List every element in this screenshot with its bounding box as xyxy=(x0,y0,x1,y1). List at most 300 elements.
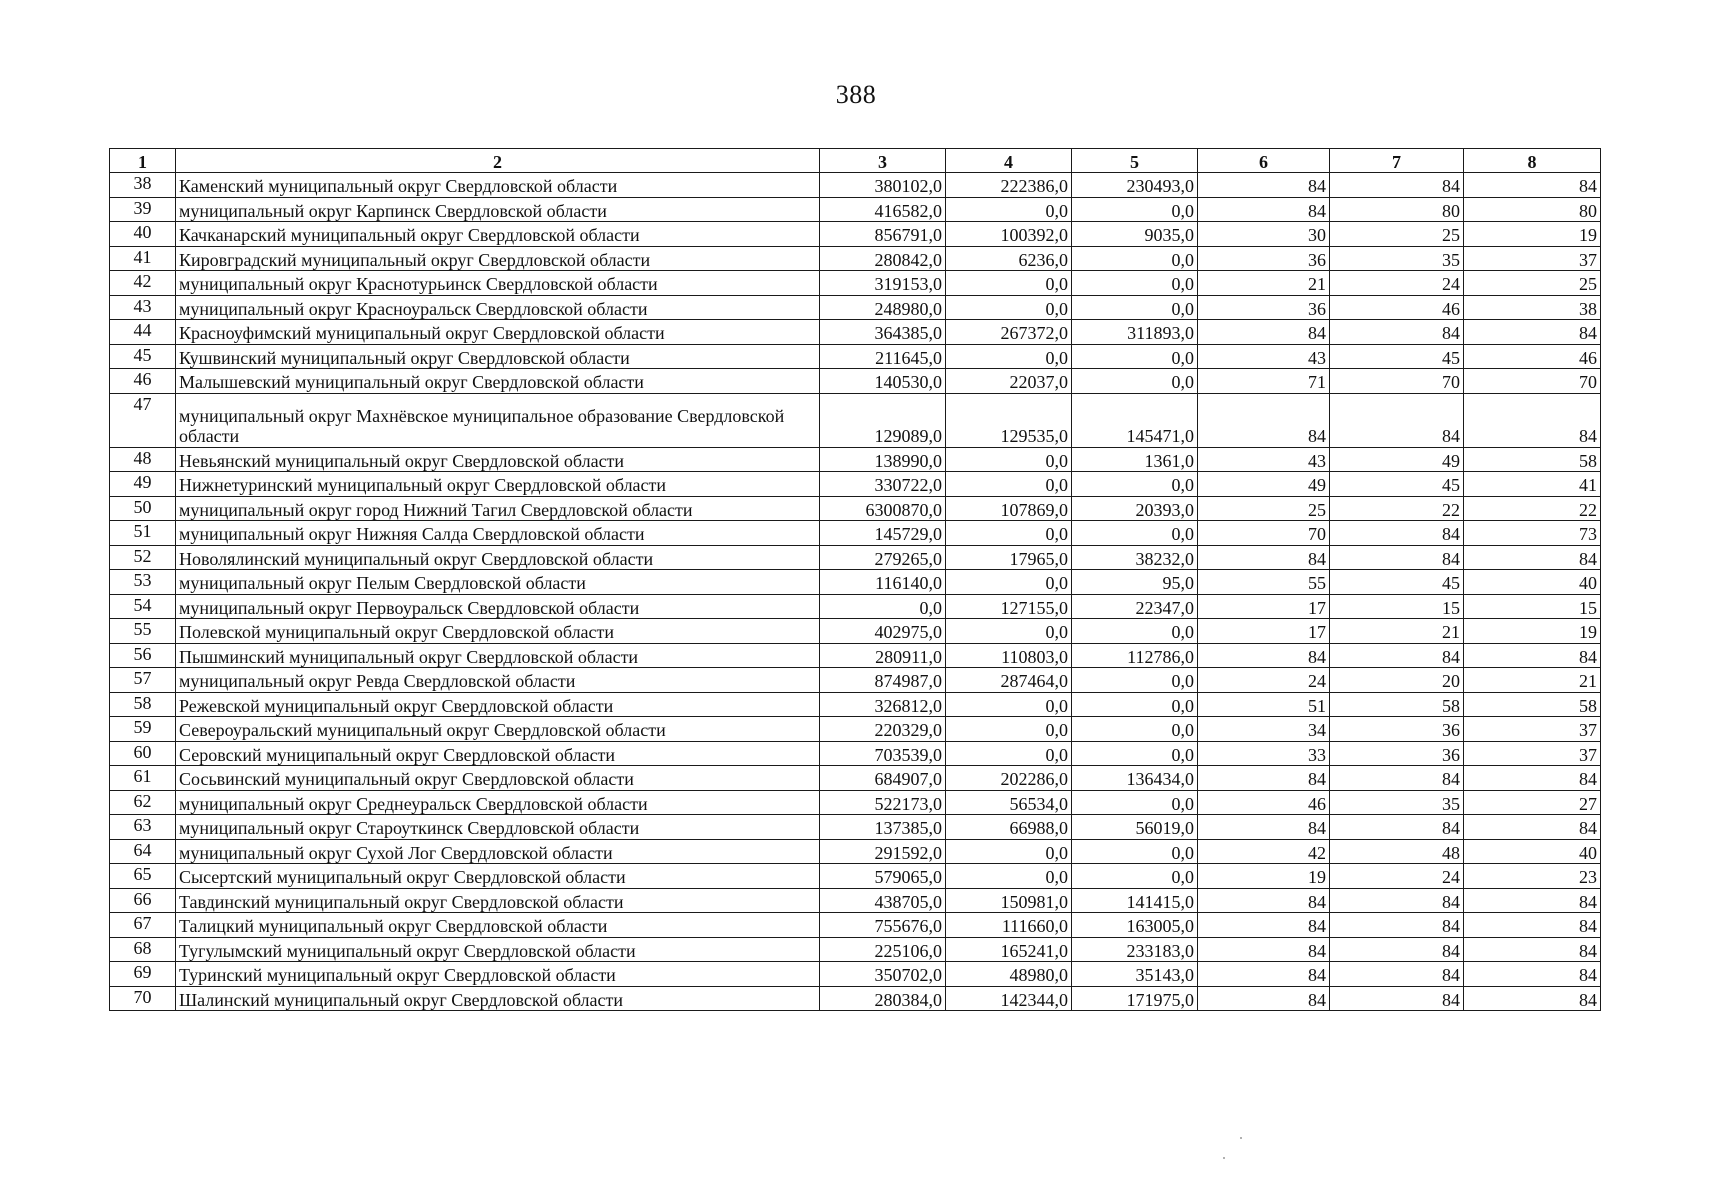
municipality-name-cell: муниципальный округ Краснотурьинск Свердловской области xyxy=(176,271,820,296)
column-6-cell: 36 xyxy=(1198,295,1330,320)
column-3-cell: 279265,0 xyxy=(820,545,946,570)
table-row xyxy=(110,173,1601,198)
municipality-name-cell: Новолялинский муниципальный округ Свердловской области xyxy=(176,545,820,570)
municipality-name-cell: Каменский муниципальный округ Свердловской области xyxy=(176,173,820,198)
column-5-cell: 56019,0 xyxy=(1072,815,1198,840)
column-8-cell: 84 xyxy=(1464,913,1601,938)
column-3-cell: 291592,0 xyxy=(820,839,946,864)
column-8-cell: 80 xyxy=(1464,197,1601,222)
column-4-cell: 0,0 xyxy=(946,692,1072,717)
column-4-cell: 165241,0 xyxy=(946,937,1072,962)
column-8-cell: 84 xyxy=(1464,937,1601,962)
column-5-cell: 0,0 xyxy=(1072,472,1198,497)
table-row xyxy=(110,472,1601,497)
column-5-cell: 22347,0 xyxy=(1072,594,1198,619)
row-number-cell: 62 xyxy=(110,790,176,815)
column-3-cell: 874987,0 xyxy=(820,668,946,693)
column-3-cell: 220329,0 xyxy=(820,717,946,742)
column-7-cell: 84 xyxy=(1330,173,1464,198)
column-5-cell: 0,0 xyxy=(1072,864,1198,889)
row-number-cell: 40 xyxy=(110,222,176,247)
column-5-cell: 0,0 xyxy=(1072,197,1198,222)
column-5-cell: 0,0 xyxy=(1072,271,1198,296)
row-number-cell: 58 xyxy=(110,692,176,717)
column-4-cell: 0,0 xyxy=(946,197,1072,222)
column-7-cell: 58 xyxy=(1330,692,1464,717)
column-6-cell: 51 xyxy=(1198,692,1330,717)
row-number-cell: 70 xyxy=(110,986,176,1011)
column-5-cell: 136434,0 xyxy=(1072,766,1198,791)
row-number-cell: 57 xyxy=(110,668,176,693)
column-6-cell: 84 xyxy=(1198,888,1330,913)
column-header: 5 xyxy=(1072,149,1198,173)
table-row xyxy=(110,222,1601,247)
column-3-cell: 116140,0 xyxy=(820,570,946,595)
column-4-cell: 0,0 xyxy=(946,447,1072,472)
column-7-cell: 36 xyxy=(1330,741,1464,766)
column-3-cell: 0,0 xyxy=(820,594,946,619)
column-4-cell: 0,0 xyxy=(946,619,1072,644)
column-6-cell: 21 xyxy=(1198,271,1330,296)
column-header: 1 xyxy=(110,149,176,173)
column-8-cell: 84 xyxy=(1464,643,1601,668)
column-7-cell: 24 xyxy=(1330,864,1464,889)
column-3-cell: 579065,0 xyxy=(820,864,946,889)
column-8-cell: 19 xyxy=(1464,619,1601,644)
row-number-cell: 53 xyxy=(110,570,176,595)
table-row xyxy=(110,913,1601,938)
column-5-cell: 95,0 xyxy=(1072,570,1198,595)
column-6-cell: 43 xyxy=(1198,447,1330,472)
column-5-cell: 0,0 xyxy=(1072,295,1198,320)
column-3-cell: 755676,0 xyxy=(820,913,946,938)
row-number-cell: 61 xyxy=(110,766,176,791)
column-5-cell: 0,0 xyxy=(1072,521,1198,546)
municipality-name-cell: муниципальный округ Карпинск Свердловской области xyxy=(176,197,820,222)
municipality-name-cell: Сосьвинский муниципальный округ Свердловской области xyxy=(176,766,820,791)
column-6-cell: 19 xyxy=(1198,864,1330,889)
table-row xyxy=(110,320,1601,345)
municipality-name-cell: Качканарский муниципальный округ Свердловской области xyxy=(176,222,820,247)
column-4-cell: 22037,0 xyxy=(946,369,1072,394)
column-3-cell: 416582,0 xyxy=(820,197,946,222)
municipality-name-cell: Малышевский муниципальный округ Свердловской области xyxy=(176,369,820,394)
column-4-cell: 48980,0 xyxy=(946,962,1072,987)
column-4-cell: 0,0 xyxy=(946,741,1072,766)
column-4-cell: 287464,0 xyxy=(946,668,1072,693)
row-number-cell: 64 xyxy=(110,839,176,864)
municipality-name-cell: Невьянский муниципальный округ Свердловской области xyxy=(176,447,820,472)
column-6-cell: 49 xyxy=(1198,472,1330,497)
column-8-cell: 84 xyxy=(1464,173,1601,198)
municipality-name-cell: Сысертский муниципальный округ Свердловской области xyxy=(176,864,820,889)
municipality-name-cell: муниципальный округ Нижняя Салда Свердловской области xyxy=(176,521,820,546)
data-table xyxy=(109,148,1601,1011)
column-8-cell: 15 xyxy=(1464,594,1601,619)
column-5-cell: 20393,0 xyxy=(1072,496,1198,521)
column-8-cell: 84 xyxy=(1464,986,1601,1011)
column-3-cell: 856791,0 xyxy=(820,222,946,247)
column-4-cell: 6236,0 xyxy=(946,246,1072,271)
table-row xyxy=(110,888,1601,913)
row-number-cell: 48 xyxy=(110,447,176,472)
table-row xyxy=(110,619,1601,644)
column-7-cell: 84 xyxy=(1330,643,1464,668)
column-8-cell: 84 xyxy=(1464,320,1601,345)
municipality-name-cell: муниципальный округ Сухой Лог Свердловской области xyxy=(176,839,820,864)
column-4-cell: 56534,0 xyxy=(946,790,1072,815)
table-row xyxy=(110,668,1601,693)
column-6-cell: 70 xyxy=(1198,521,1330,546)
column-8-cell: 22 xyxy=(1464,496,1601,521)
column-6-cell: 84 xyxy=(1198,197,1330,222)
column-7-cell: 84 xyxy=(1330,962,1464,987)
column-4-cell: 0,0 xyxy=(946,839,1072,864)
column-7-cell: 70 xyxy=(1330,369,1464,394)
column-4-cell: 111660,0 xyxy=(946,913,1072,938)
column-8-cell: 58 xyxy=(1464,447,1601,472)
column-4-cell: 0,0 xyxy=(946,717,1072,742)
table-row xyxy=(110,986,1601,1011)
column-6-cell: 33 xyxy=(1198,741,1330,766)
column-8-cell: 84 xyxy=(1464,766,1601,791)
column-8-cell: 37 xyxy=(1464,717,1601,742)
column-7-cell: 84 xyxy=(1330,937,1464,962)
column-5-cell: 0,0 xyxy=(1072,246,1198,271)
municipality-name-cell: муниципальный округ Староуткинск Свердловской области xyxy=(176,815,820,840)
column-6-cell: 84 xyxy=(1198,766,1330,791)
municipality-name-cell: Шалинский муниципальный округ Свердловской области xyxy=(176,986,820,1011)
column-7-cell: 84 xyxy=(1330,888,1464,913)
column-5-cell: 0,0 xyxy=(1072,717,1198,742)
row-number-cell: 44 xyxy=(110,320,176,345)
column-6-cell: 84 xyxy=(1198,986,1330,1011)
column-4-cell: 110803,0 xyxy=(946,643,1072,668)
column-6-cell: 55 xyxy=(1198,570,1330,595)
row-number-cell: 65 xyxy=(110,864,176,889)
column-6-cell: 84 xyxy=(1198,913,1330,938)
column-7-cell: 84 xyxy=(1330,766,1464,791)
table-row xyxy=(110,937,1601,962)
column-6-cell: 25 xyxy=(1198,496,1330,521)
column-8-cell: 19 xyxy=(1464,222,1601,247)
row-number-cell: 63 xyxy=(110,815,176,840)
column-7-cell: 36 xyxy=(1330,717,1464,742)
column-3-cell: 145729,0 xyxy=(820,521,946,546)
column-8-cell: 23 xyxy=(1464,864,1601,889)
column-5-cell: 0,0 xyxy=(1072,741,1198,766)
column-7-cell: 35 xyxy=(1330,246,1464,271)
municipality-name-cell: Красноуфимский муниципальный округ Свердловской области xyxy=(176,320,820,345)
row-number-cell: 43 xyxy=(110,295,176,320)
column-4-cell: 202286,0 xyxy=(946,766,1072,791)
column-7-cell: 48 xyxy=(1330,839,1464,864)
column-8-cell: 84 xyxy=(1464,815,1601,840)
column-7-cell: 46 xyxy=(1330,295,1464,320)
column-header: 4 xyxy=(946,149,1072,173)
table-row xyxy=(110,521,1601,546)
column-8-cell: 41 xyxy=(1464,472,1601,497)
column-6-cell: 42 xyxy=(1198,839,1330,864)
column-7-cell: 45 xyxy=(1330,472,1464,497)
column-7-cell: 84 xyxy=(1330,393,1464,447)
column-4-cell: 107869,0 xyxy=(946,496,1072,521)
column-3-cell: 438705,0 xyxy=(820,888,946,913)
table-row xyxy=(110,369,1601,394)
row-number-cell: 50 xyxy=(110,496,176,521)
column-8-cell: 84 xyxy=(1464,962,1601,987)
row-number-cell: 39 xyxy=(110,197,176,222)
column-8-cell: 27 xyxy=(1464,790,1601,815)
column-6-cell: 36 xyxy=(1198,246,1330,271)
column-5-cell: 38232,0 xyxy=(1072,545,1198,570)
column-7-cell: 45 xyxy=(1330,344,1464,369)
column-6-cell: 84 xyxy=(1198,545,1330,570)
table-row xyxy=(110,692,1601,717)
column-5-cell: 0,0 xyxy=(1072,692,1198,717)
table-row xyxy=(110,197,1601,222)
municipality-name-cell: муниципальный округ город Нижний Тагил Свердловской области xyxy=(176,496,820,521)
table-row xyxy=(110,344,1601,369)
row-number-cell: 47 xyxy=(110,393,176,447)
column-7-cell: 84 xyxy=(1330,815,1464,840)
scan-speck xyxy=(1223,1157,1225,1159)
table-row xyxy=(110,815,1601,840)
municipality-name-cell: Серовский муниципальный округ Свердловской области xyxy=(176,741,820,766)
column-3-cell: 280842,0 xyxy=(820,246,946,271)
column-7-cell: 45 xyxy=(1330,570,1464,595)
column-7-cell: 15 xyxy=(1330,594,1464,619)
column-5-cell: 230493,0 xyxy=(1072,173,1198,198)
column-8-cell: 84 xyxy=(1464,545,1601,570)
table-header-row xyxy=(110,149,1601,173)
row-number-cell: 69 xyxy=(110,962,176,987)
column-6-cell: 84 xyxy=(1198,643,1330,668)
column-header: 8 xyxy=(1464,149,1601,173)
table-row xyxy=(110,741,1601,766)
table-row xyxy=(110,839,1601,864)
row-number-cell: 66 xyxy=(110,888,176,913)
column-3-cell: 319153,0 xyxy=(820,271,946,296)
municipality-name-cell: муниципальный округ Среднеуральск Свердловской области xyxy=(176,790,820,815)
column-3-cell: 129089,0 xyxy=(820,393,946,447)
column-6-cell: 17 xyxy=(1198,594,1330,619)
municipality-name-cell: Кировградский муниципальный округ Свердловской области xyxy=(176,246,820,271)
column-5-cell: 0,0 xyxy=(1072,619,1198,644)
column-3-cell: 280911,0 xyxy=(820,643,946,668)
column-4-cell: 222386,0 xyxy=(946,173,1072,198)
column-4-cell: 267372,0 xyxy=(946,320,1072,345)
municipality-name-cell: Пышминский муниципальный округ Свердловской области xyxy=(176,643,820,668)
column-3-cell: 326812,0 xyxy=(820,692,946,717)
column-5-cell: 0,0 xyxy=(1072,344,1198,369)
row-number-cell: 55 xyxy=(110,619,176,644)
column-3-cell: 211645,0 xyxy=(820,344,946,369)
column-8-cell: 38 xyxy=(1464,295,1601,320)
column-4-cell: 0,0 xyxy=(946,271,1072,296)
column-5-cell: 0,0 xyxy=(1072,668,1198,693)
column-3-cell: 684907,0 xyxy=(820,766,946,791)
column-7-cell: 84 xyxy=(1330,545,1464,570)
municipality-name-cell: муниципальный округ Махнёвское муниципальное образование Свердловской области xyxy=(176,393,820,447)
municipality-name-cell: Талицкий муниципальный округ Свердловской области xyxy=(176,913,820,938)
column-6-cell: 17 xyxy=(1198,619,1330,644)
row-number-cell: 60 xyxy=(110,741,176,766)
column-5-cell: 311893,0 xyxy=(1072,320,1198,345)
column-5-cell: 112786,0 xyxy=(1072,643,1198,668)
row-number-cell: 68 xyxy=(110,937,176,962)
row-number-cell: 52 xyxy=(110,545,176,570)
municipality-name-cell: Полевской муниципальный округ Свердловской области xyxy=(176,619,820,644)
row-number-cell: 54 xyxy=(110,594,176,619)
column-5-cell: 145471,0 xyxy=(1072,393,1198,447)
column-3-cell: 248980,0 xyxy=(820,295,946,320)
column-5-cell: 0,0 xyxy=(1072,839,1198,864)
column-3-cell: 330722,0 xyxy=(820,472,946,497)
column-6-cell: 43 xyxy=(1198,344,1330,369)
row-number-cell: 56 xyxy=(110,643,176,668)
column-6-cell: 84 xyxy=(1198,962,1330,987)
column-7-cell: 20 xyxy=(1330,668,1464,693)
table-row xyxy=(110,570,1601,595)
scan-speck xyxy=(1240,1137,1242,1139)
column-7-cell: 84 xyxy=(1330,320,1464,345)
column-3-cell: 137385,0 xyxy=(820,815,946,840)
column-3-cell: 350702,0 xyxy=(820,962,946,987)
column-4-cell: 100392,0 xyxy=(946,222,1072,247)
column-6-cell: 30 xyxy=(1198,222,1330,247)
column-6-cell: 34 xyxy=(1198,717,1330,742)
column-6-cell: 84 xyxy=(1198,393,1330,447)
column-5-cell: 9035,0 xyxy=(1072,222,1198,247)
table-row xyxy=(110,594,1601,619)
table-row xyxy=(110,393,1601,447)
table-row xyxy=(110,447,1601,472)
column-6-cell: 84 xyxy=(1198,173,1330,198)
column-4-cell: 142344,0 xyxy=(946,986,1072,1011)
column-7-cell: 21 xyxy=(1330,619,1464,644)
row-number-cell: 46 xyxy=(110,369,176,394)
column-7-cell: 84 xyxy=(1330,521,1464,546)
column-4-cell: 17965,0 xyxy=(946,545,1072,570)
column-8-cell: 37 xyxy=(1464,246,1601,271)
municipality-name-cell: муниципальный округ Первоуральск Свердловской области xyxy=(176,594,820,619)
column-8-cell: 46 xyxy=(1464,344,1601,369)
column-4-cell: 0,0 xyxy=(946,570,1072,595)
row-number-cell: 49 xyxy=(110,472,176,497)
row-number-cell: 42 xyxy=(110,271,176,296)
column-6-cell: 84 xyxy=(1198,937,1330,962)
column-5-cell: 163005,0 xyxy=(1072,913,1198,938)
column-3-cell: 703539,0 xyxy=(820,741,946,766)
column-5-cell: 171975,0 xyxy=(1072,986,1198,1011)
column-6-cell: 84 xyxy=(1198,815,1330,840)
column-7-cell: 22 xyxy=(1330,496,1464,521)
column-3-cell: 380102,0 xyxy=(820,173,946,198)
municipality-name-cell: Кушвинский муниципальный округ Свердловской области xyxy=(176,344,820,369)
municipality-name-cell: Тавдинский муниципальный округ Свердловской области xyxy=(176,888,820,913)
municipality-name-cell: Североуральский муниципальный округ Свердловской области xyxy=(176,717,820,742)
column-3-cell: 6300870,0 xyxy=(820,496,946,521)
table-row xyxy=(110,295,1601,320)
table-row xyxy=(110,246,1601,271)
row-number-cell: 41 xyxy=(110,246,176,271)
municipality-name-cell: Нижнетуринский муниципальный округ Свердловской области xyxy=(176,472,820,497)
table-row xyxy=(110,545,1601,570)
column-3-cell: 138990,0 xyxy=(820,447,946,472)
table-row xyxy=(110,717,1601,742)
row-number-cell: 67 xyxy=(110,913,176,938)
column-3-cell: 522173,0 xyxy=(820,790,946,815)
column-6-cell: 71 xyxy=(1198,369,1330,394)
column-3-cell: 225106,0 xyxy=(820,937,946,962)
municipality-name-cell: муниципальный округ Ревда Свердловской области xyxy=(176,668,820,693)
table-row xyxy=(110,271,1601,296)
column-header: 2 xyxy=(176,149,820,173)
municipality-name-cell: муниципальный округ Пелым Свердловской области xyxy=(176,570,820,595)
column-7-cell: 49 xyxy=(1330,447,1464,472)
column-4-cell: 129535,0 xyxy=(946,393,1072,447)
row-number-cell: 45 xyxy=(110,344,176,369)
column-7-cell: 25 xyxy=(1330,222,1464,247)
column-5-cell: 0,0 xyxy=(1072,369,1198,394)
column-8-cell: 84 xyxy=(1464,393,1601,447)
column-3-cell: 364385,0 xyxy=(820,320,946,345)
column-5-cell: 141415,0 xyxy=(1072,888,1198,913)
table-body xyxy=(110,173,1601,1011)
column-6-cell: 46 xyxy=(1198,790,1330,815)
column-4-cell: 150981,0 xyxy=(946,888,1072,913)
column-7-cell: 24 xyxy=(1330,271,1464,296)
column-4-cell: 0,0 xyxy=(946,344,1072,369)
column-8-cell: 73 xyxy=(1464,521,1601,546)
column-3-cell: 402975,0 xyxy=(820,619,946,644)
municipality-name-cell: Тугулымский муниципальный округ Свердловской области xyxy=(176,937,820,962)
column-8-cell: 70 xyxy=(1464,369,1601,394)
column-8-cell: 25 xyxy=(1464,271,1601,296)
column-8-cell: 84 xyxy=(1464,888,1601,913)
column-7-cell: 84 xyxy=(1330,913,1464,938)
table-row xyxy=(110,864,1601,889)
column-7-cell: 84 xyxy=(1330,986,1464,1011)
municipality-name-cell: муниципальный округ Красноуральск Свердловской области xyxy=(176,295,820,320)
column-4-cell: 0,0 xyxy=(946,521,1072,546)
column-8-cell: 37 xyxy=(1464,741,1601,766)
column-4-cell: 0,0 xyxy=(946,864,1072,889)
column-7-cell: 35 xyxy=(1330,790,1464,815)
column-3-cell: 280384,0 xyxy=(820,986,946,1011)
column-5-cell: 0,0 xyxy=(1072,790,1198,815)
table-row xyxy=(110,790,1601,815)
column-8-cell: 40 xyxy=(1464,570,1601,595)
column-5-cell: 1361,0 xyxy=(1072,447,1198,472)
column-7-cell: 80 xyxy=(1330,197,1464,222)
row-number-cell: 59 xyxy=(110,717,176,742)
table-row xyxy=(110,643,1601,668)
row-number-cell: 38 xyxy=(110,173,176,198)
column-5-cell: 35143,0 xyxy=(1072,962,1198,987)
column-5-cell: 233183,0 xyxy=(1072,937,1198,962)
column-3-cell: 140530,0 xyxy=(820,369,946,394)
table-row xyxy=(110,496,1601,521)
page-number: 388 xyxy=(835,80,877,109)
column-6-cell: 84 xyxy=(1198,320,1330,345)
column-4-cell: 127155,0 xyxy=(946,594,1072,619)
column-header: 3 xyxy=(820,149,946,173)
column-8-cell: 58 xyxy=(1464,692,1601,717)
column-4-cell: 0,0 xyxy=(946,295,1072,320)
column-8-cell: 21 xyxy=(1464,668,1601,693)
